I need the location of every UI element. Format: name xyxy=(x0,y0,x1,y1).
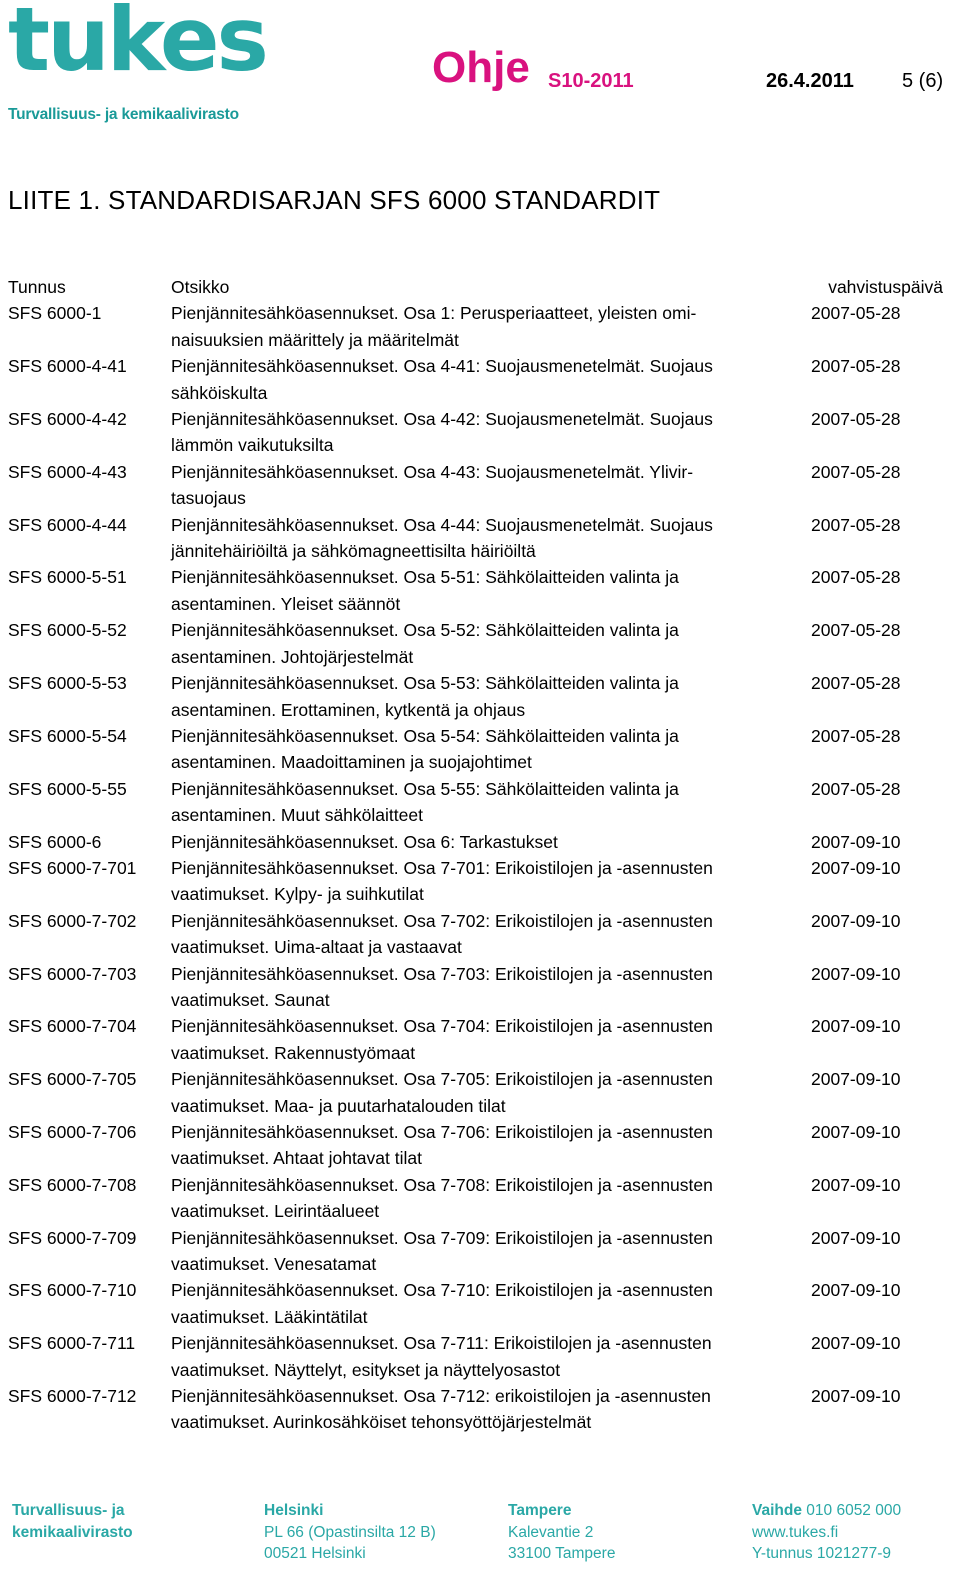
table-row-continuation xyxy=(8,1040,948,1066)
empty-cell xyxy=(8,485,171,511)
standard-id: SFS 6000-5-54 xyxy=(8,725,127,746)
table-row-continuation xyxy=(8,802,948,828)
confirmation-date: 2007-05-28 xyxy=(811,303,901,324)
standard-id: SFS 6000-7-711 xyxy=(8,1333,136,1354)
footer-website-link[interactable]: www.tukes.fi xyxy=(752,1523,839,1541)
footer-tampere-postcode: 33100 Tampere xyxy=(508,1545,616,1562)
standard-id: SFS 6000-7-710 xyxy=(8,1280,137,1301)
standard-title-continued: asentaminen. Yleiset säännöt xyxy=(171,593,401,614)
confirmation-date: 2007-09-10 xyxy=(811,831,901,852)
standard-title: Pienjännitesähköasennukset. Osa 7-706: Erikoistilojen ja -asennusten xyxy=(171,1122,713,1142)
table-row xyxy=(8,670,948,696)
table-row-continuation xyxy=(8,644,948,670)
table-row-continuation xyxy=(8,1145,948,1171)
table-row-continuation xyxy=(8,881,948,907)
table-row-continuation xyxy=(8,1251,948,1277)
table-row-continuation xyxy=(8,538,948,564)
footer-helsinki xyxy=(264,1500,436,1565)
table-row xyxy=(8,776,948,802)
standard-title: Pienjännitesähköasennukset. Osa 7-709: Erikoistilojen ja -asennusten xyxy=(171,1227,713,1248)
table-row-continuation xyxy=(8,1304,948,1330)
standard-title: Pienjännitesähköasennukset. Osa 6: Tarkastukset xyxy=(171,831,558,852)
confirmation-date: 2007-05-28 xyxy=(811,620,901,641)
tukes-logo xyxy=(8,0,266,123)
empty-cell xyxy=(8,1251,171,1277)
doc-code: S10-2011 xyxy=(548,70,634,92)
standard-id: SFS 6000-7-701 xyxy=(8,857,137,878)
empty-cell xyxy=(8,802,171,828)
standard-title-continued: asentaminen. Erottaminen, kytkentä ja ohjaus xyxy=(171,699,526,720)
table-row xyxy=(8,1066,948,1092)
standard-id: SFS 6000-6 xyxy=(8,831,102,852)
confirmation-date: 2007-09-10 xyxy=(811,857,901,878)
standard-title: Pienjännitesähköasennukset. Osa 5-53: Sähkölaitteiden valinta ja xyxy=(171,673,679,694)
confirmation-date: 2007-05-28 xyxy=(811,461,901,482)
page-number: 5 (6) xyxy=(902,70,944,92)
empty-cell xyxy=(8,987,171,1013)
standard-title-continued: lämmön vaikutuksilta xyxy=(171,435,334,456)
confirmation-date: 2007-05-28 xyxy=(811,356,901,377)
table-row-continuation xyxy=(8,485,948,511)
standard-title-continued: asentaminen. Maadoittaminen ja suojajohtimet xyxy=(171,752,532,773)
table-row xyxy=(8,908,948,934)
standard-title-continued: vaatimukset. Leirintäalueet xyxy=(171,1201,380,1222)
table-row xyxy=(8,617,948,643)
standard-title: Pienjännitesähköasennukset. Osa 1: Perusperiaatteet, yleisten omi- xyxy=(171,303,697,324)
footer-org xyxy=(12,1500,133,1543)
table-row xyxy=(8,961,948,987)
standard-title-continued: vaatimukset. Ahtaat johtavat tilat xyxy=(171,1148,422,1169)
footer-helsinki-title: Helsinki xyxy=(264,1502,324,1519)
standard-id: SFS 6000-7-712 xyxy=(8,1386,137,1407)
standard-title-continued: sähköiskulta xyxy=(171,382,268,403)
standards-table xyxy=(8,274,948,1436)
table-row-continuation xyxy=(8,380,948,406)
column-header-vahvistuspaiva: vahvistuspäivä xyxy=(828,277,943,297)
standard-id: SFS 6000-7-702 xyxy=(8,910,137,931)
table-row-continuation xyxy=(8,327,948,353)
table-header xyxy=(8,274,948,300)
doc-date: 26.4.2011 xyxy=(766,70,854,92)
standard-title-continued: vaatimukset. Uima-altaat ja vastaavat xyxy=(171,937,462,958)
empty-cell xyxy=(8,1040,171,1066)
empty-cell xyxy=(8,1198,171,1224)
table-row xyxy=(8,855,948,881)
standard-title: Pienjännitesähköasennukset. Osa 4-44: Suojausmenetelmät. Suojaus xyxy=(171,514,713,535)
standard-title: Pienjännitesähköasennukset. Osa 7-704: Erikoistilojen ja -asennusten xyxy=(171,1016,713,1037)
empty-cell xyxy=(8,327,171,353)
standard-title-continued: vaatimukset. Kylpy- ja suihkutilat xyxy=(171,884,424,905)
table-row-continuation xyxy=(8,1409,948,1435)
standard-title: Pienjännitesähköasennukset. Osa 5-51: Sähkölaitteiden valinta ja xyxy=(171,567,679,588)
standard-title: Pienjännitesähköasennukset. Osa 5-52: Sähkölaitteiden valinta ja xyxy=(171,620,679,641)
standard-id: SFS 6000-7-703 xyxy=(8,963,137,984)
standard-id: SFS 6000-4-41 xyxy=(8,356,127,377)
table-row-continuation xyxy=(8,1357,948,1383)
page-title: LIITE 1. STANDARDISARJAN SFS 6000 STANDARDIT xyxy=(8,185,661,215)
standard-title: Pienjännitesähköasennukset. Osa 7-708: Erikoistilojen ja -asennusten xyxy=(171,1174,713,1195)
table-row xyxy=(8,1172,948,1198)
empty-cell xyxy=(8,1409,171,1435)
footer-helsinki-postcode: 00521 Helsinki xyxy=(264,1545,366,1562)
standard-title: Pienjännitesähköasennukset. Osa 7-711: Erikoistilojen ja -asennusten xyxy=(171,1333,712,1354)
table-row xyxy=(8,1277,948,1303)
standard-title-continued: vaatimukset. Venesatamat xyxy=(171,1254,377,1275)
confirmation-date: 2007-09-10 xyxy=(811,1386,901,1407)
standard-title: Pienjännitesähköasennukset. Osa 4-42: Suojausmenetelmät. Suojaus xyxy=(171,409,713,430)
standard-title: Pienjännitesähköasennukset. Osa 7-705: Erikoistilojen ja -asennusten xyxy=(171,1069,713,1090)
table-row xyxy=(8,829,948,855)
confirmation-date: 2007-09-10 xyxy=(811,1174,901,1195)
footer-tampere-address: Kalevantie 2 xyxy=(508,1523,594,1541)
confirmation-date: 2007-05-28 xyxy=(811,673,901,694)
table-row-continuation xyxy=(8,749,948,775)
table-row xyxy=(8,1383,948,1409)
empty-cell xyxy=(8,1145,171,1171)
confirmation-date: 2007-09-10 xyxy=(811,1280,901,1301)
confirmation-date: 2007-09-10 xyxy=(811,1069,901,1090)
confirmation-date: 2007-05-28 xyxy=(811,567,901,588)
table-row xyxy=(8,723,948,749)
footer-tampere-title: Tampere xyxy=(508,1502,572,1519)
standard-id: SFS 6000-7-705 xyxy=(8,1069,137,1090)
standard-title-continued: jännitehäiriöiltä ja sähkömagneettisilta häiriöiltä xyxy=(171,541,536,562)
standard-title-continued: asentaminen. Muut sähkölaitteet xyxy=(171,805,423,826)
standard-title: Pienjännitesähköasennukset. Osa 5-55: Sähkölaitteiden valinta ja xyxy=(171,778,679,799)
standard-title-continued: vaatimukset. Rakennustyömaat xyxy=(171,1042,416,1063)
standard-title-continued: vaatimukset. Aurinkosähköiset tehonsyöttöjärjestelmät xyxy=(171,1412,592,1433)
empty-cell xyxy=(8,1304,171,1330)
confirmation-date: 2007-05-28 xyxy=(811,778,901,799)
logo-subtitle: Turvallisuus- ja kemikaalivirasto xyxy=(8,106,239,123)
standard-title-continued: vaatimukset. Saunat xyxy=(171,989,330,1010)
empty-cell xyxy=(8,538,171,564)
standard-title: Pienjännitesähköasennukset. Osa 7-701: Erikoistilojen ja -asennusten xyxy=(171,857,713,878)
empty-cell xyxy=(8,1093,171,1119)
table-row xyxy=(8,512,948,538)
standard-title-continued: tasuojaus xyxy=(171,488,246,509)
table-row xyxy=(8,406,948,432)
standard-id: SFS 6000-5-55 xyxy=(8,778,127,799)
confirmation-date: 2007-05-28 xyxy=(811,514,901,535)
standard-title: Pienjännitesähköasennukset. Osa 4-43: Suojausmenetelmät. Ylivir- xyxy=(171,461,694,482)
confirmation-date: 2007-09-10 xyxy=(811,910,901,931)
standard-id: SFS 6000-4-44 xyxy=(8,514,127,535)
confirmation-date: 2007-05-28 xyxy=(811,409,901,430)
empty-cell xyxy=(8,749,171,775)
table-row xyxy=(8,353,948,379)
table-row xyxy=(8,564,948,590)
empty-cell xyxy=(8,881,171,907)
empty-cell xyxy=(8,644,171,670)
footer-tampere xyxy=(508,1500,615,1565)
footer-vaihde-label: Vaihde xyxy=(752,1502,802,1519)
footer-org-line2: kemikaalivirasto xyxy=(12,1523,133,1541)
standard-title: Pienjännitesähköasennukset. Osa 7-710: Erikoistilojen ja -asennusten xyxy=(171,1280,713,1301)
footer-helsinki-address: PL 66 (Opastinsilta 12 B) xyxy=(264,1523,436,1541)
column-header-otsikko: Otsikko xyxy=(171,277,230,297)
table-row xyxy=(8,300,948,326)
footer-org-line1: Turvallisuus- ja xyxy=(12,1502,125,1519)
standard-id: SFS 6000-1 xyxy=(8,303,102,324)
standard-id: SFS 6000-4-43 xyxy=(8,461,127,482)
empty-cell xyxy=(8,380,171,406)
standard-id: SFS 6000-5-53 xyxy=(8,673,127,694)
standard-title: Pienjännitesähköasennukset. Osa 7-702: Erikoistilojen ja -asennusten xyxy=(171,910,713,931)
confirmation-date: 2007-09-10 xyxy=(811,963,901,984)
confirmation-date: 2007-09-10 xyxy=(811,1016,901,1037)
confirmation-date: 2007-05-28 xyxy=(811,725,901,746)
column-header-tunnus: Tunnus xyxy=(8,277,66,297)
standard-id: SFS 6000-7-706 xyxy=(8,1122,137,1142)
confirmation-date: 2007-09-10 xyxy=(811,1227,901,1248)
standard-id: SFS 6000-7-708 xyxy=(8,1174,137,1195)
table-row xyxy=(8,459,948,485)
standard-id: SFS 6000-5-52 xyxy=(8,620,127,641)
standard-title-continued: asentaminen. Johtojärjestelmät xyxy=(171,646,414,667)
table-row xyxy=(8,1330,948,1356)
standard-title-continued: vaatimukset. Lääkintätilat xyxy=(171,1306,368,1327)
table-row-continuation xyxy=(8,1093,948,1119)
standard-id: SFS 6000-7-709 xyxy=(8,1227,137,1248)
standard-title-continued: naisuuksien määrittely ja määritelmät xyxy=(171,329,459,350)
standard-title: Pienjännitesähköasennukset. Osa 7-703: Erikoistilojen ja -asennusten xyxy=(171,963,713,984)
table-row-continuation xyxy=(8,591,948,617)
standard-title: Pienjännitesähköasennukset. Osa 7-712: erikoistilojen ja -asennusten xyxy=(171,1386,711,1407)
confirmation-date: 2007-09-10 xyxy=(811,1122,901,1142)
empty-cell xyxy=(8,591,171,617)
table-row-continuation xyxy=(8,1198,948,1224)
table-row xyxy=(8,1013,948,1039)
empty-cell xyxy=(8,934,171,960)
table-row xyxy=(8,1119,948,1145)
doc-type: Ohje xyxy=(432,43,530,92)
footer-business-id: Y-tunnus 1021277-9 xyxy=(752,1545,892,1562)
table-row-continuation xyxy=(8,987,948,1013)
standard-title-continued: vaatimukset. Näyttelyt, esitykset ja näyttelyosastot xyxy=(171,1359,561,1380)
standard-title: Pienjännitesähköasennukset. Osa 5-54: Sähkölaitteiden valinta ja xyxy=(171,725,679,746)
standard-id: SFS 6000-5-51 xyxy=(8,567,127,588)
table-row xyxy=(8,1225,948,1251)
standard-title-continued: vaatimukset. Maa- ja puutarhatalouden tilat xyxy=(171,1095,506,1116)
empty-cell xyxy=(8,697,171,723)
table-row-continuation xyxy=(8,697,948,723)
footer-contact xyxy=(752,1500,901,1565)
standard-title: Pienjännitesähköasennukset. Osa 4-41: Suojausmenetelmät. Suojaus xyxy=(171,356,713,377)
empty-cell xyxy=(8,432,171,458)
confirmation-date: 2007-09-10 xyxy=(811,1333,901,1354)
table-row-continuation xyxy=(8,432,948,458)
empty-cell xyxy=(8,1357,171,1383)
logo-wordmark: tukes xyxy=(8,0,266,91)
standard-id: SFS 6000-7-704 xyxy=(8,1016,137,1037)
footer-vaihde-number: 010 6052 000 xyxy=(806,1502,902,1519)
table-row-continuation xyxy=(8,934,948,960)
standard-id: SFS 6000-4-42 xyxy=(8,409,127,430)
